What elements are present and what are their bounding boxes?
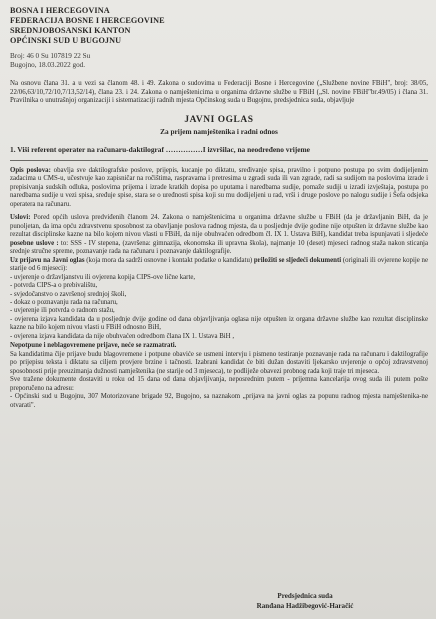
submission-address: - Općinski sud u Bugojnu, 307 Motorizovane brigade 92, Bugojno, sa naznakom „prijava na javni oglas za popunu radnog mjesta namještenika-ne otvarati". [10,393,428,409]
list-item: - ovjerena izjava kandidata da u posljednje dvije godine od dana objavljivanja oglasa nije otpušten iz organa državne službe kao rezultat disciplinske kazne na bilo kojem nivou vlasti u FBiH odnosno BiH, [10,315,428,332]
header-line-country: BOSNA I HERCEGOVINA [10,6,110,15]
signatory-role: Predsjednica suda [277,592,333,600]
documents-intro [10,257,428,274]
public-notice-document [10,6,428,410]
notice-title: JAVNI OGLAS [184,114,254,125]
list-item: - potvrda CIPS-a o prebivalištu, [10,282,98,290]
signatory-name: Ranđana Hadžibegović-Haračić [256,602,354,610]
position-title: 1. Viši referent operater na računaru-daktilograf ……………I izvršilac, na neodređeno vrijeme [10,144,310,154]
list-item: - uvjerenje o državljanstvu ili ovjerena kopija CIPS-ove lične karte, [10,273,196,281]
list-item: - ovjerena izjava kandidata da nije obuhvaćen odredbom člana IX 1. Ustava BiH , [10,332,235,340]
duties-label: Opis poslova: [10,166,51,174]
documents-intro-a: Uz prijavu na Javni oglas [10,256,85,264]
notice-subtitle: Za prijem namještenika i radni odnos [160,126,278,136]
divider [10,160,428,161]
documents-intro-c: priložiti se sljedeći dokumenti [253,256,342,264]
documents-intro-d: (originali ili ovjerene kopije ne starije od 6 mjeseci): [10,256,428,273]
conditions-section [10,214,428,257]
conditions-text-2: to: SSS - IV stepena, (završena: gimnazija, ekonomska ili upravna škola), najmanje 10 (deset) mjeseci radnog staža nakon sticanja srednje stručne spreme, poznavanje rada na računaru i poznavanje daktilografije. [10,239,428,256]
document-meta [10,52,428,70]
document-date: Bugojno, 18.03.2022 god. [10,61,86,69]
selection-procedure: Sa kandidatima čije prijave budu blagovremene i potpune obaviće se usmeni intervju i pismeno testiranje poznavanje rada na računaru i daktilografije po prijepisu teksta i diktatu sa ciljem provjere brzine i tačnosti. Izabrani kandidat će biti dužan dostaviti ljekarsko uvjerenje o općoj zdravstvenoj sposobnosti prije preuzimanja dužnosti namještenika (ne starije od 3 mjeseca), te podliježe obavezi probnog rada koji traje tri mjeseca. [10,350,428,375]
signature-block [230,591,380,611]
conditions-label: Uslovi: [10,214,31,222]
documents-list [10,274,428,341]
conditions-text: Pored općih uslova predviđenih članom 24. Zakona o namještenicima u organima državne službe u FBiH (da je državljanin BiH, da je punoljetan, da ima opću zdravstvenu sposobnost za obavljanje poslova radnog mjesta, da u posljednje dvije godine nije otpušten iz državne službe kao rezultat disciplinske kazne na bilo kojem nivou vlasti u FBiH, da nije obuhvaćen odredbom čl. IX 1. Ustava BiH), kandidat treba ispunjavati i sljedeće [10,214,428,239]
incomplete-applications-note: Nepotpune i neblagovremene prijave, neće se razmatrati. [10,342,177,350]
court-header [10,6,428,46]
submission-deadline: Sve tražene dokumente dostaviti u roku od 15 dana od dana objavljivanja, neposrednim putem - prijemna kancelarija ovog suda ili putem pošte preporučeno na adresu: [10,376,428,392]
header-line-federation: FEDERACIJA BOSNE I HERCEGOVINE [10,16,165,25]
duties-section [10,167,428,210]
reference-number: Broj: 46 0 Su 107819 22 Su [10,52,91,60]
list-item: - dokaz o poznavanju rada na računaru, [10,299,118,306]
header-line-canton: SREDNJOBOSANSKI KANTON [10,26,131,35]
list-item: - svjedočanstvo o završenoj srednjoj školi, [10,290,127,298]
header-line-court: OPĆINSKI SUD U BUGOJNU [10,36,122,45]
legal-basis-paragraph: Na osnovu člana 31. a u vezi sa članom 48. i 49. Zakona o sudovima u Federaciji Bosne i Hercegovine („Službene novine FBiH", broj: 38/05, 22/06,63/10,72/10,7/13,52/14), člana 23. i 24. Zakona o namještenicima u organima državne službe u FBiH („Sl. novine FBiH"br.49/05) i člana 31. Pravilnika o unutrašnjoj organizaciji i sistematizaciji radnih mjesta Općinskog suda u Bugojnu, predsjednica suda, objavljuje [10,80,428,105]
duties-text: obavlja sve daktilografske poslove, prijepis, kucanje po diktatu, sređivanje spisa, pravilno i potpuno postupa po svim dodijeljenim zadacima u CMS-u, učestvuje kao zapisničar na ročištima, raspravama i pretresima u zgradi suda ili van zgrade, radi sa sudijom na poslovima izrade i prepisivanja sudskih odluka, poslovima prijema i izrade kratkih dopisa po uputama i naredbama sudije, pomaže sudiji u izradi izvještaja, postupa po naredbama sudije u vezi spisa, sređuje spise, stara se o uređnosti spisa koji su mu dodijeljeni u rad, vrši i druge poslove po nalogu sudije i Šefa odsjeka operatera na računaru. [10,166,428,208]
documents-intro-b: (koja mora da sadrži osnovne i kontakt podatke o kandidatu) [84,256,254,264]
special-conditions-label: posebne uslove : [10,239,59,247]
list-item: - uvjerenje ili potvrda o radnom stažu, [10,307,115,315]
